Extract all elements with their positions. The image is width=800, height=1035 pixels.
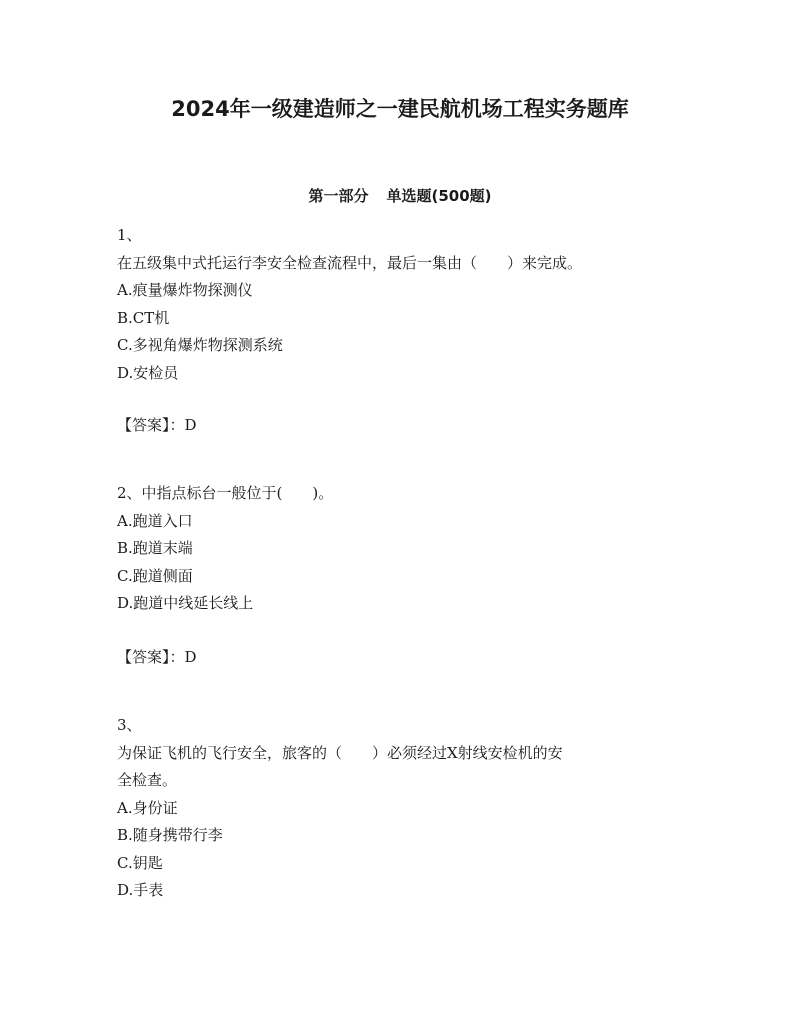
document-title: 2024年一级建造师之一建民航机场工程实务题库 xyxy=(171,97,629,121)
question-stem-line-2: 全检查。 xyxy=(117,771,178,789)
option-c: C.跑道侧面 xyxy=(117,566,193,585)
option-d: D.手表 xyxy=(117,881,164,899)
question-number: 2、 xyxy=(117,484,142,502)
section-heading xyxy=(0,184,800,208)
question-2 xyxy=(117,480,677,618)
question-3 xyxy=(117,712,677,905)
section-title: 单选题(500题) xyxy=(386,187,492,205)
question-stem-line-1: 为保证飞机的飞行安全，旅客的（ ）必须经过X射线安检机的安 xyxy=(117,743,563,762)
option-a: A.跑道入口 xyxy=(117,511,193,530)
answer-label: 【答案】： xyxy=(117,648,185,666)
answer-label: 【答案】： xyxy=(117,416,185,434)
option-d: D.跑道中线延长线上 xyxy=(117,594,254,612)
option-c: C.多视角爆炸物探测系统 xyxy=(117,336,283,354)
answer-2 xyxy=(117,644,677,672)
question-1 xyxy=(117,222,677,387)
question-stem: 在五级集中式托运行李安全检查流程中，最后一集由（ ）来完成。 xyxy=(117,253,583,272)
option-d: D.安检员 xyxy=(117,363,179,382)
question-stem: 中指点标台一般位于( )。 xyxy=(141,484,334,502)
option-c: C.钥匙 xyxy=(117,853,163,872)
option-a: A.痕量爆炸物探测仪 xyxy=(117,281,253,299)
option-b: B.CT机 xyxy=(117,308,170,327)
option-b: B.跑道末端 xyxy=(117,539,193,557)
option-a: A.身份证 xyxy=(117,798,178,817)
answer-value: D xyxy=(184,416,197,434)
answer-value: D xyxy=(184,648,197,666)
answer-1 xyxy=(117,412,677,440)
question-number: 1、 xyxy=(117,226,142,244)
question-number: 3、 xyxy=(117,716,142,734)
option-b: B.随身携带行李 xyxy=(117,826,223,844)
section-part: 第一部分 xyxy=(308,187,369,205)
